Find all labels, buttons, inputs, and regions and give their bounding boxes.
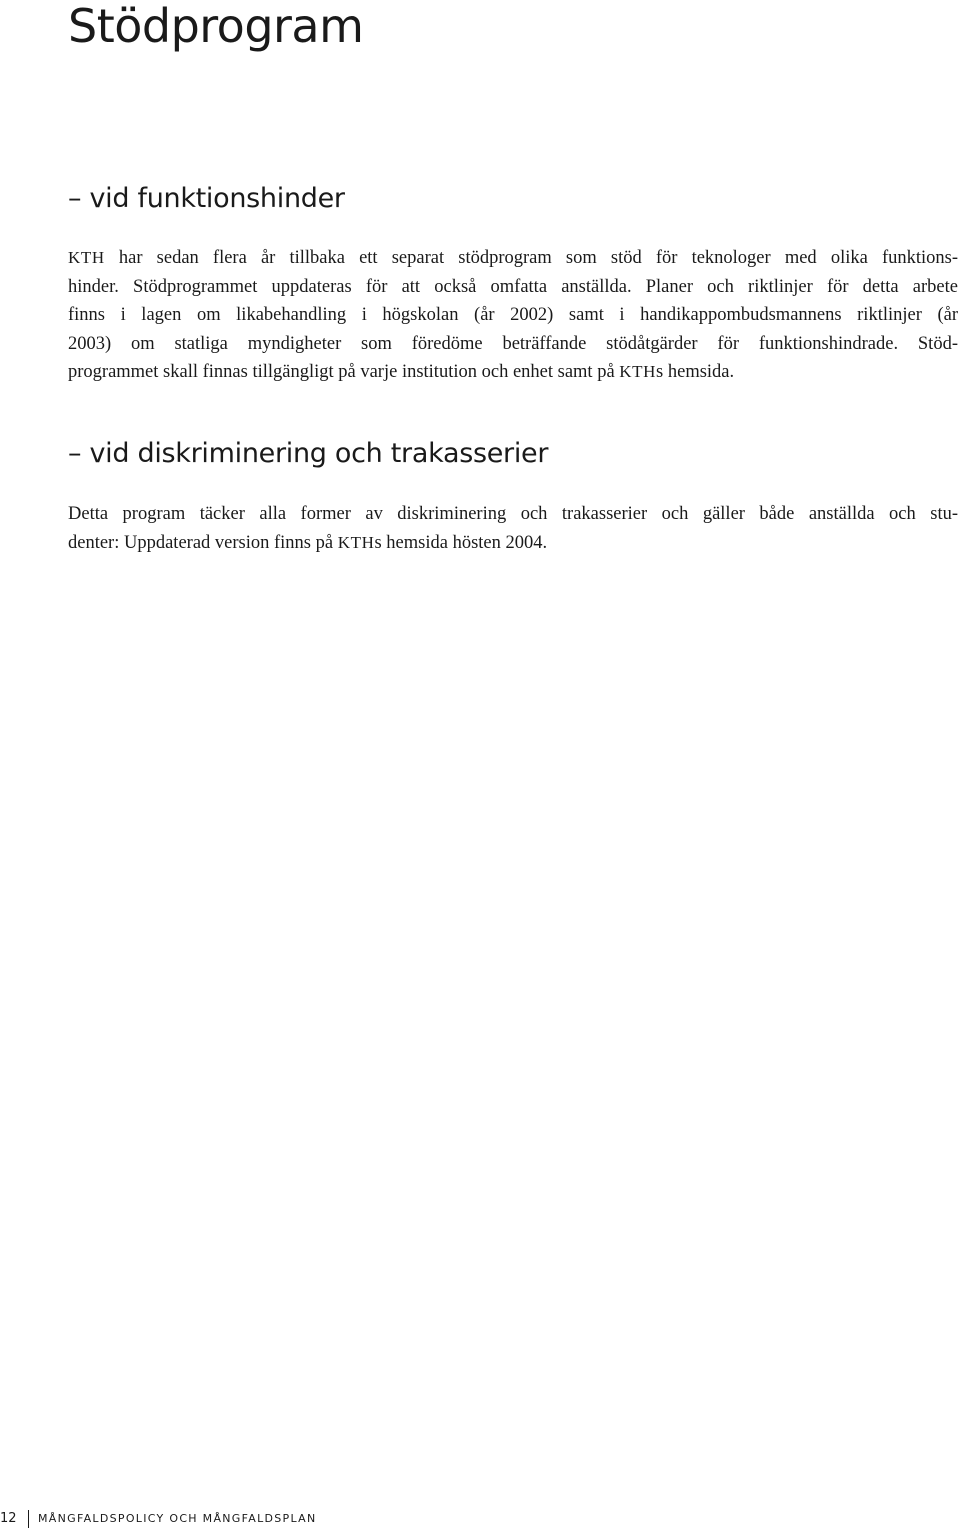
text-span: har sedan flera år tillbaka ett separat stödprogram som stöd för teknologer med olika funktions- bbox=[104, 248, 958, 268]
abbreviation-kth: KTH bbox=[337, 532, 375, 552]
text-line: finns i lagen om likabehandling i högskolan (år 2002) samt i handikappombudsmannens riktlinjer (år bbox=[68, 305, 958, 326]
paragraph-diskriminering bbox=[68, 500, 958, 557]
footer-divider bbox=[28, 1510, 29, 1528]
section-heading-diskriminering: – vid diskriminering och trakasserier bbox=[68, 438, 549, 469]
text-line bbox=[68, 358, 958, 387]
text-line bbox=[68, 244, 958, 273]
section-heading-funktionshinder: – vid funktionshinder bbox=[68, 183, 345, 214]
page-title: Stödprogram bbox=[68, 0, 364, 53]
abbreviation-kth: KTH bbox=[619, 362, 657, 382]
abbreviation-kth: KTH bbox=[68, 248, 105, 267]
text-line bbox=[68, 529, 958, 558]
text-span: denter: Uppdaterad version finns på bbox=[68, 532, 338, 553]
footer-title: MÅNGFALDSPOLICY OCH MÅNGFALDSPLAN bbox=[38, 1512, 317, 1525]
text-line: 2003) om statliga myndigheter som föredöme beträffande stödåtgärder för funktionshindrade. Stöd- bbox=[68, 333, 958, 354]
paragraph-funktionshinder bbox=[68, 244, 958, 387]
text-span: programmet skall finnas tillgängligt på varje institution och enhet samt på bbox=[68, 362, 620, 383]
text-line: hinder. Stödprogrammet uppdateras för att också omfatta anställda. Planer och riktlinjer för detta arbete bbox=[68, 276, 958, 297]
text-span: s hemsida. bbox=[656, 362, 735, 383]
text-span: s hemsida hösten 2004. bbox=[374, 532, 548, 553]
text-line: Detta program täcker alla former av diskriminering och trakasserier och gäller både anställda och stu- bbox=[68, 504, 958, 524]
page-number: 12 bbox=[0, 1511, 17, 1526]
page-footer bbox=[0, 1510, 960, 1528]
